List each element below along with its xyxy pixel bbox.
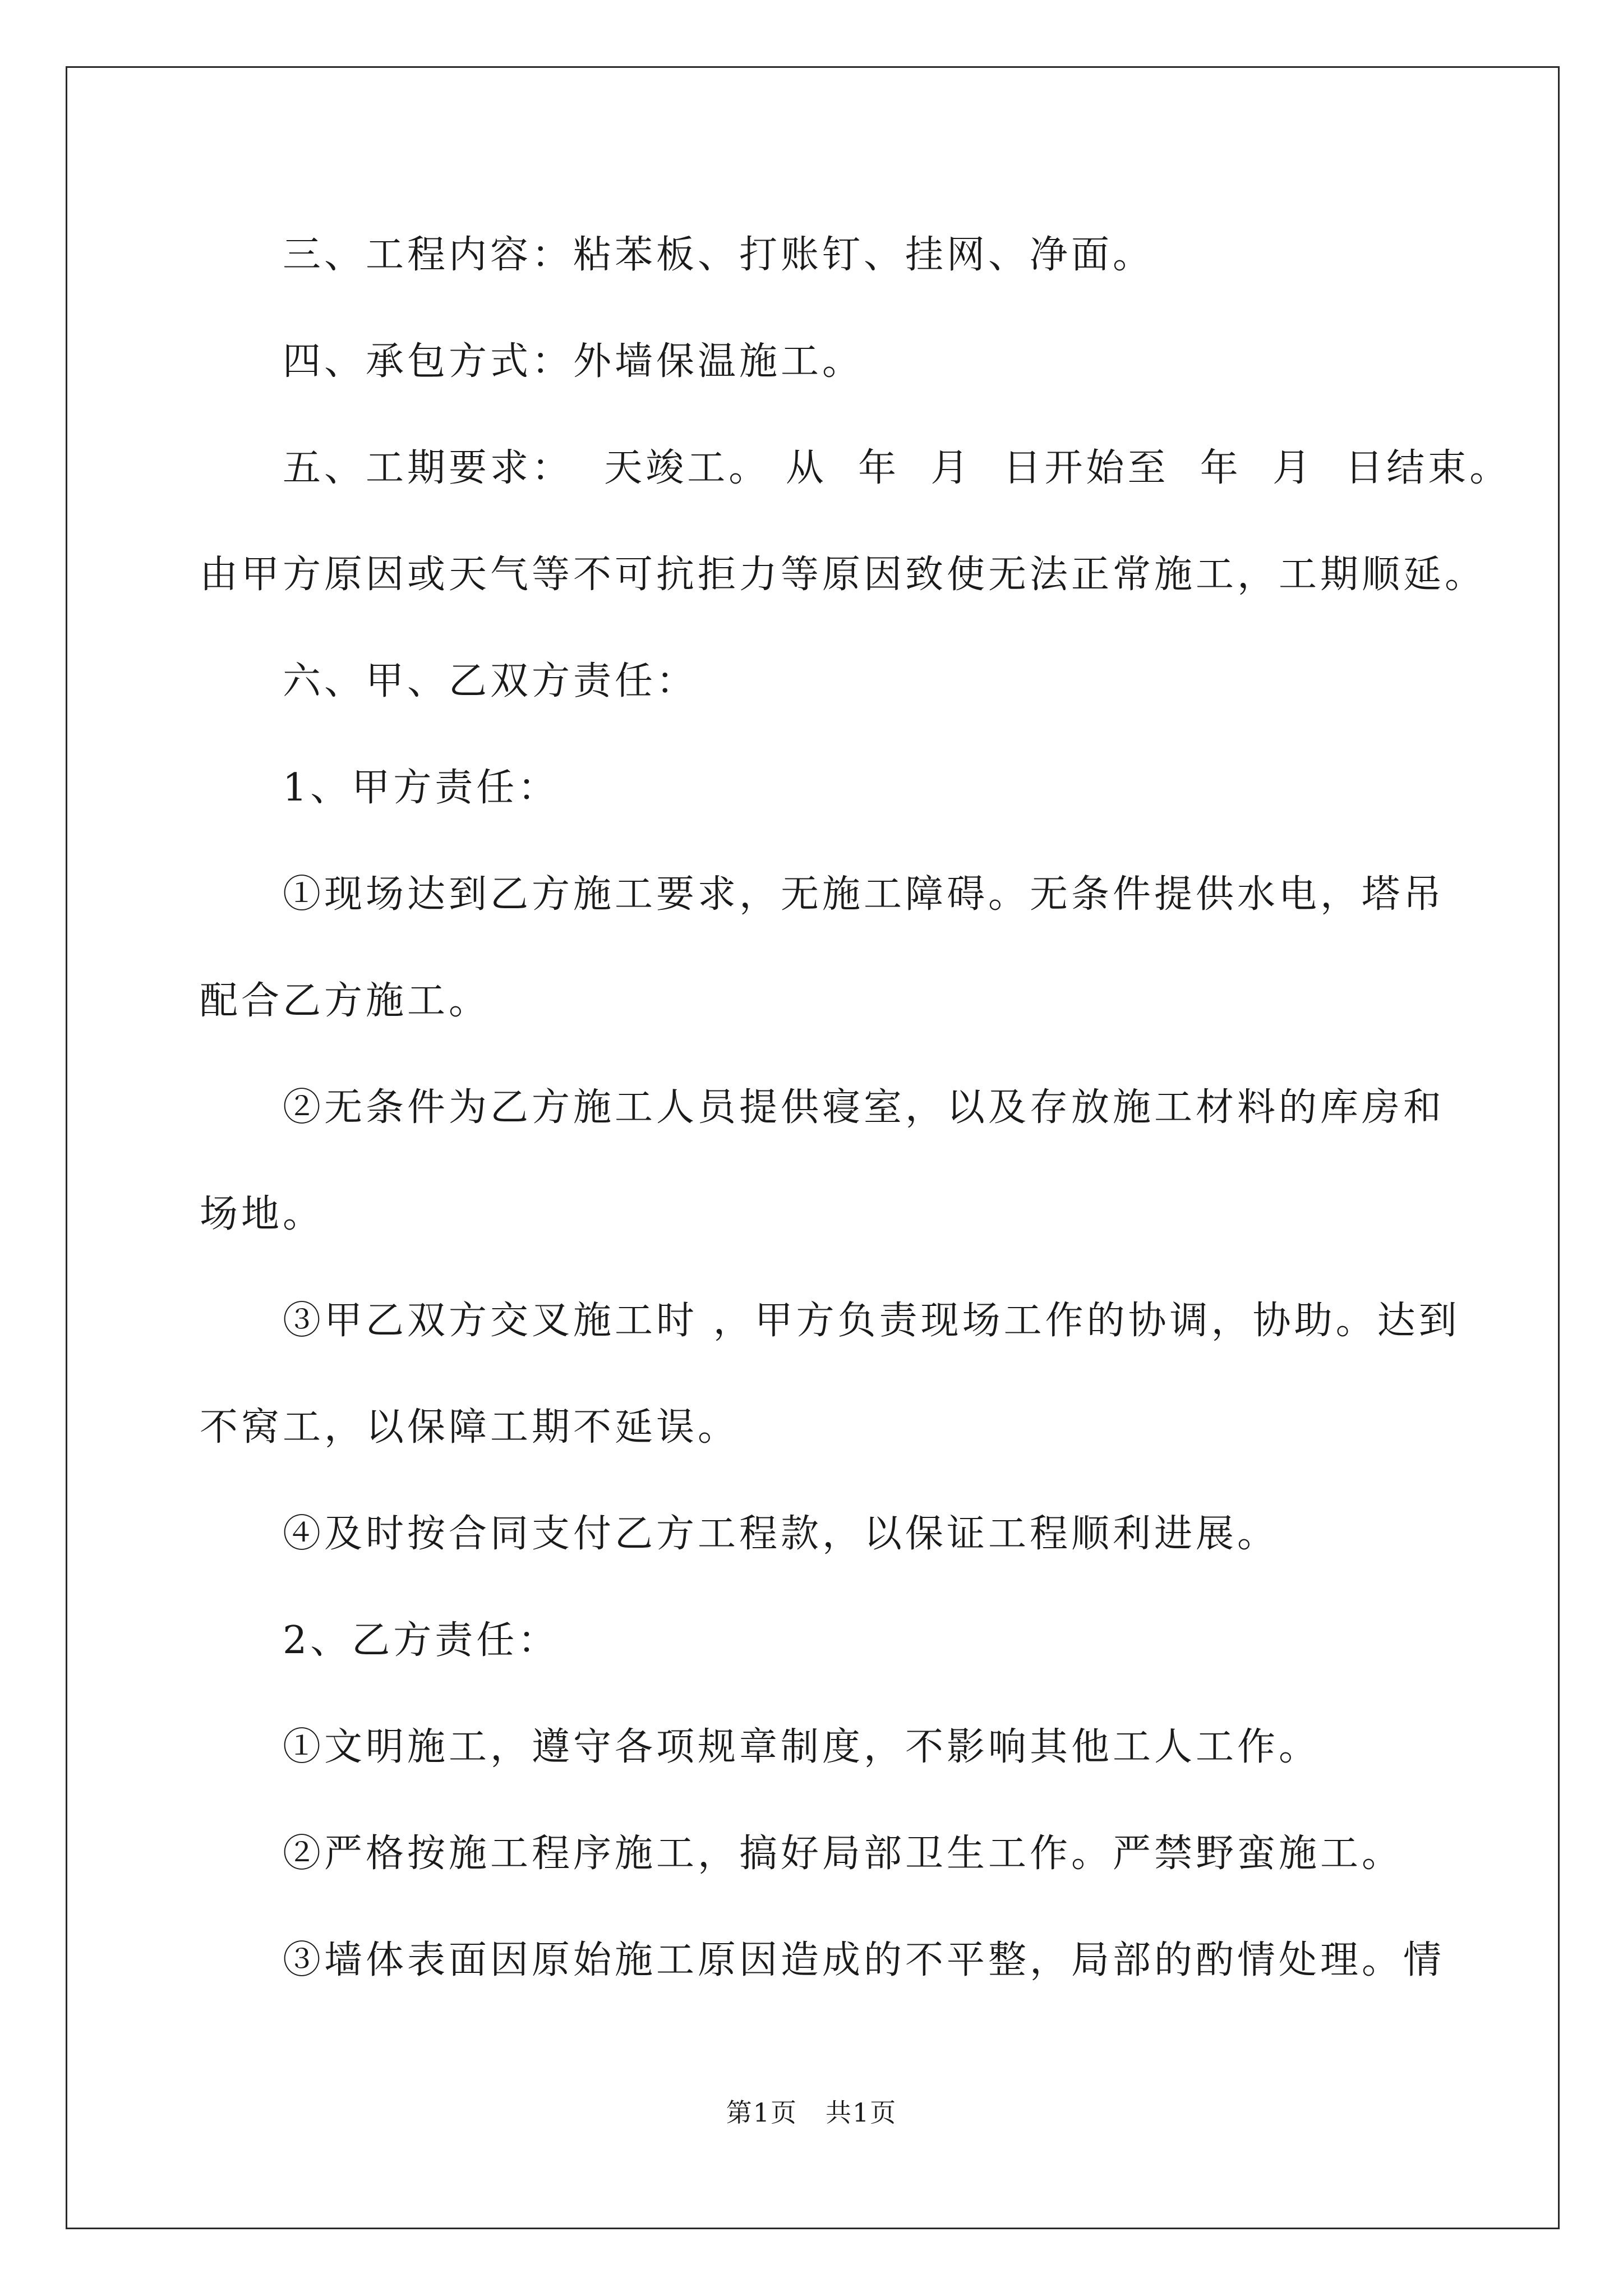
paragraph-line: 配合乙方施工。 <box>200 979 491 1023</box>
document-body <box>200 202 1511 2014</box>
paragraph-line: 六、甲、乙双方责任： <box>283 659 698 703</box>
paragraph-line: ④及时按合同支付乙方工程款，以保证工程顺利进展。 <box>283 1512 1279 1556</box>
page-footer <box>0 2092 1623 2129</box>
paragraph-line: 四、承包方式：外墙保温施工。 <box>283 339 864 384</box>
paragraph-line: 五、工期要求： 天竣工。 从 年 月 日开始至 年 月 日结束。 <box>283 446 1511 490</box>
paragraph-line: 三、工程内容：粘苯板、打账钉、挂网、净面。 <box>283 233 1155 277</box>
paragraph-line: 2、乙方责任： <box>283 1618 560 1663</box>
paragraph-line: 1、甲方责任： <box>283 766 560 810</box>
page-number: 第1页 <box>726 2097 797 2128</box>
paragraph-line: ②严格按施工程序施工，搞好局部卫生工作。严禁野蛮施工。 <box>283 1832 1404 1876</box>
page-total: 共1页 <box>826 2097 897 2128</box>
paragraph-line: ②无条件为乙方施工人员提供寝室，以及存放施工材料的库房和 <box>283 1085 1445 1130</box>
paragraph-line: 不窝工，以保障工期不延误。 <box>200 1405 740 1450</box>
paragraph-line: ③甲乙双方交叉施工时 ，甲方负责现场工作的协调，协助。达到 <box>283 1299 1460 1343</box>
paragraph-line: ③墙体表面因原始施工原因造成的不平整，局部的酌情处理。情 <box>283 1938 1445 1982</box>
paragraph-line: 场地。 <box>200 1192 325 1236</box>
paragraph-line: ①文明施工，遵守各项规章制度，不影响其他工人工作。 <box>283 1725 1321 1769</box>
paragraph-line: 由甲方原因或天气等不可抗拒力等原因致使无法正常施工，工期顺延。 <box>200 553 1487 597</box>
paragraph-line: ①现场达到乙方施工要求，无施工障碍。无条件提供水电，塔吊 <box>283 872 1445 917</box>
